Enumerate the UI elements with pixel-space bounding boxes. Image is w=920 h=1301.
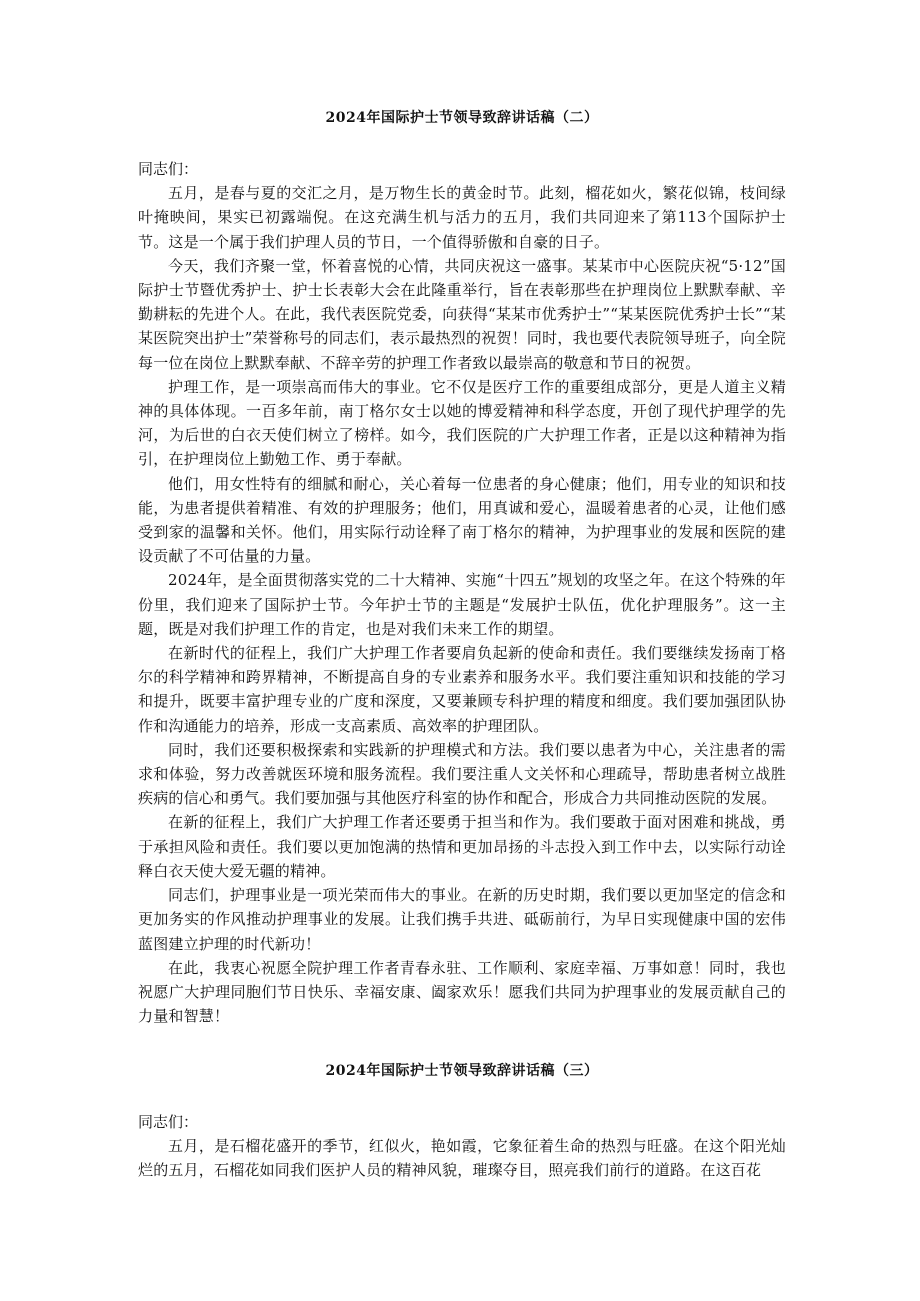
paragraph: 在新的征程上，我们广大护理工作者还要勇于担当和作为。我们要敢于面对困难和挑战，勇于承担风险和责任。我们要以更加饱满的热情和更加昂扬的斗志投入到工作中去，以实际行动诠释白衣天使大爱无疆的精神。 <box>138 813 786 880</box>
paragraph: 同时，我们还要积极探索和实践新的护理模式和方法。我们要以患者为中心，关注患者的需求和体验，努力改善就医环境和服务流程。我们要注重人文关怀和心理疏导，帮助患者树立战胜疾病的信心和勇气。我们要加强与其他医疗科室的协作和配合，形成合力共同推动医院的发展。 <box>138 740 786 808</box>
paragraph: 2024年，是全面贯彻落实党的二十大精神、实施“十四五”规划的攻坚之年。在这个特殊的年份里，我们迎来了国际护士节。今年护士节的主题是“发展护士队伍，优化护理服务”。这一主题，既是对我们护理工作的肯定，也是对我们未来工作的期望。 <box>138 571 786 638</box>
paragraph: 在新时代的征程上，我们广大护理工作者要肩负起新的使命和责任。我们要继续发扬南丁格尔的科学精神和跨界精神，不断提高自身的专业素养和服务水平。我们要注重知识和技能的学习和提升，既要丰富护理专业的广度和深度，又要兼顾专科护理的精度和细度。我们要加强团队协作和沟通能力的培养，形成一支高素质、高效率的护理团队。 <box>138 644 786 735</box>
paragraph: 五月，是春与夏的交汇之月，是万物生长的黄金时节。此刻，榴花如火，繁花似锦，枝间绿叶掩映间，果实已初露端倪。在这充满生机与活力的五月，我们共同迎来了第113个国际护士节。这是一个属于我们护理人员的节日，一个值得骄傲和自豪的日子。 <box>138 184 786 251</box>
salutation: 同志们： <box>138 160 199 178</box>
paragraph: 在此，我衷心祝愿全院护理工作者青春永驻、工作顺利、家庭幸福、万事如意！同时，我也祝愿广大护理同胞们节日快乐、幸福安康、阖家欢乐！愿我们共同为护理事业的发展贡献自己的力量和智慧！ <box>138 958 786 1026</box>
paragraph: 同志们，护理事业是一项光荣而伟大的事业。在新的历史时期，我们要以更加坚定的信念和更加务实的作风推动护理事业的发展。让我们携手共进、砥砺前行，为早日实现健康中国的宏伟蓝图建立护理的时代新功！ <box>138 886 786 953</box>
paragraph: 他们，用女性特有的细腻和耐心，关心着每一位患者的身心健康；他们，用专业的知识和技能，为患者提供着精准、有效的护理服务；他们，用真诚和爱心，温暖着患者的心灵，让他们感受到家的温馨和关怀。他们，用实际行动诠释了南丁格尔的精神，为护理事业的发展和医院的建设贡献了不可估量的力量。 <box>138 474 786 566</box>
paragraph: 护理工作，是一项崇高而伟大的事业。它不仅是医疗工作的重要组成部分，更是人道主义精神的具体体现。一百多年前，南丁格尔女士以她的博爱精神和科学态度，开创了现代护理学的先河，为后世的白衣天使们树立了榜样。如今，我们医院的广大护理工作者，正是以这种精神为指引，在护理岗位上勤勉工作、勇于奉献。 <box>138 377 786 469</box>
speech-section <box>138 157 786 1028</box>
section-title: 2024年国际护士节领导致辞讲话稿（二） <box>325 110 599 126</box>
section-title: 2024年国际护士节领导致辞讲话稿（三） <box>325 1063 599 1079</box>
paragraph: 今天，我们齐聚一堂，怀着喜悦的心情，共同庆祝这一盛事。某某市中心医院庆祝“5·12”国际护士节暨优秀护士、护士长表彰大会在此隆重举行，旨在表彰那些在护理岗位上默默奉献、辛勤耕耘的先进个人。在此，我代表医院党委，向获得“某某市优秀护士”“某某医院优秀护士长”“某某医院突出护士”荣誉称号的同志们，表示最热烈的祝贺！同时，我也要代表院领导班子，向全院每一位在岗位上默默奉献、不辞辛劳的护理工作者致以最崇高的敬意和节日的祝贺。 <box>138 256 786 372</box>
speech-section <box>138 1110 786 1183</box>
salutation: 同志们： <box>138 1113 199 1131</box>
paragraph: 五月，是石榴花盛开的季节，红似火，艳如霞，它象征着生命的热烈与旺盛。在这个阳光灿烂的五月，石榴花如同我们医护人员的精神风貌，璀璨夺目，照亮我们前行的道路。在这百花 <box>138 1137 786 1180</box>
